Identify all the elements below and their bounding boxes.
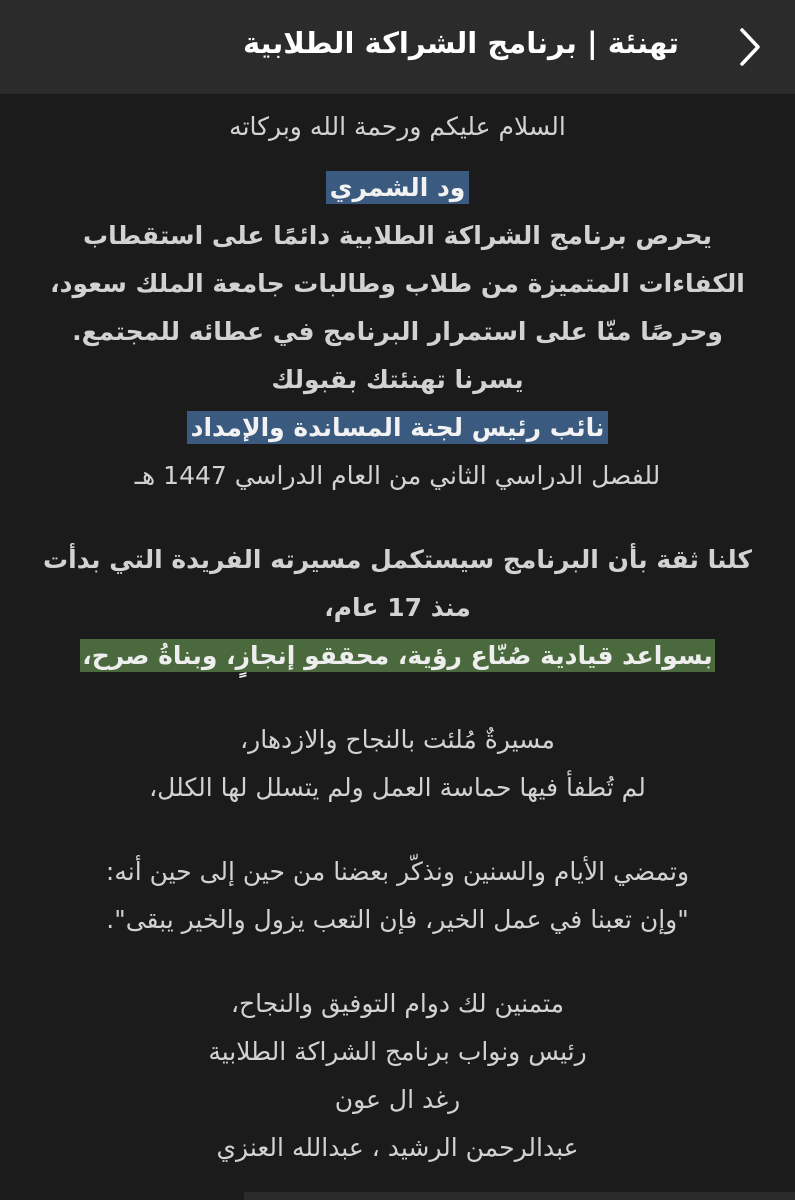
confidence-line: منذ 17 عام، — [324, 593, 471, 622]
spacer — [0, 944, 795, 980]
back-button[interactable] — [723, 20, 777, 74]
intro-line: يحرص برنامج الشراكة الطلابية دائمًا على استقطاب — [82, 221, 712, 250]
greeting: السلام عليكم ورحمة الله وبركاته — [229, 112, 566, 141]
intro-line: الكفاءات المتميزة من طلاب وطالبات جامعة الملك سعود، — [50, 269, 745, 298]
top-bar — [0, 0, 795, 94]
page-title: تهنئة | برنامج الشراكة الطلابية — [242, 26, 679, 60]
highlight-line: بسواعد قيادية صُنّاع رؤية، محققو إنجازٍ، وبناةُ صرح، — [82, 641, 713, 670]
congratulation-message — [0, 94, 795, 1172]
recipient-name: ود الشمري — [326, 171, 470, 204]
reminder-line: وتمضي الأيام والسنين ونذكّر بعضنا من حين إلى حين أنه: — [105, 857, 690, 886]
journey-line: مسيرةٌ مُلئت بالنجاح والازدهار، — [240, 725, 555, 754]
closing-line: رغد ال عون — [334, 1085, 461, 1114]
bottom-bar — [244, 1192, 795, 1200]
spacer — [0, 680, 795, 716]
intro-line: وحرصًا منّا على استمرار البرنامج في عطائه للمجتمع. — [72, 317, 723, 346]
intro-line: يسرنا تهنئتك بقبولك — [271, 365, 524, 394]
chevron-right-icon — [736, 26, 764, 68]
closing-line: متمنين لك دوام التوفيق والنجاح، — [230, 989, 565, 1018]
spacer — [0, 500, 795, 536]
spacer — [0, 812, 795, 848]
message-content — [0, 94, 795, 1200]
term-line: للفصل الدراسي الثاني من العام الدراسي 1447 هـ — [134, 461, 661, 490]
reminder-line: "وإن تعبنا في عمل الخير، فإن التعب يزول والخير يبقى". — [106, 905, 689, 934]
confidence-line: كلنا ثقة بأن البرنامج سيستكمل مسيرته الفريدة التي بدأت — [43, 545, 752, 574]
journey-line: لم تُطفأ فيها حماسة العمل ولم يتسلل لها الكلل، — [149, 773, 646, 802]
closing-line: عبدالرحمن الرشيد ، عبدالله العنزي — [216, 1133, 579, 1162]
closing-line: رئيس ونواب برنامج الشراكة الطلابية — [208, 1037, 587, 1066]
position-title: نائب رئيس لجنة المساندة والإمداد — [187, 411, 609, 444]
